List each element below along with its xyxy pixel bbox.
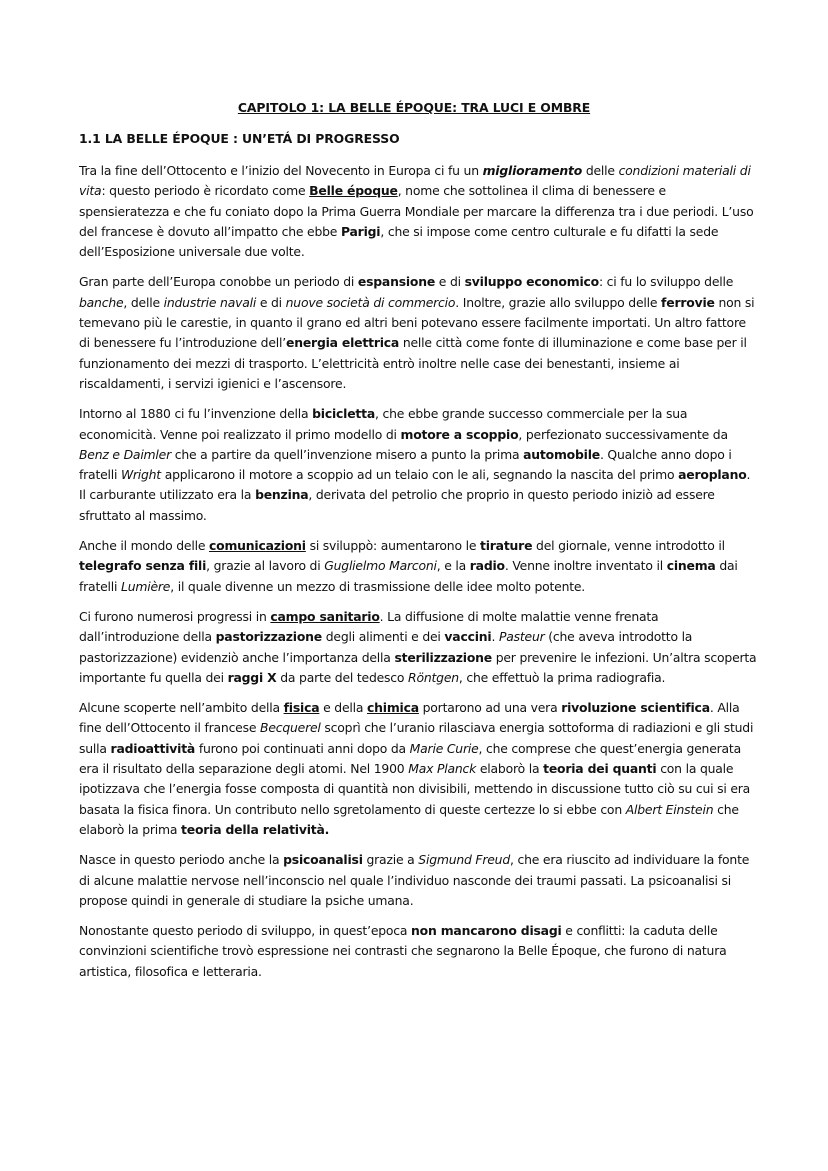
emphasized-text: teoria dei quanti	[543, 761, 657, 777]
chapter-title: CAPITOLO 1: LA BELLE ÉPOQUE: TRA LUCI E OMBRE	[237, 100, 591, 115]
emphasized-text: Parigi	[340, 223, 381, 239]
text-run: : ci fu lo sviluppo delle	[598, 274, 734, 290]
text-run: . Alla fine dell’Ottocento il francese	[79, 700, 740, 736]
emphasized-text: teoria della relatività.	[181, 821, 330, 837]
emphasized-text: Belle époque	[309, 183, 398, 199]
paragraph	[79, 698, 759, 840]
text-run: delle	[582, 163, 619, 178]
emphasized-text: ferrovie	[661, 294, 715, 310]
emphasized-text: psicoanalisi	[283, 852, 363, 868]
text-run: applicarono il motore a scoppio ad un telaio con le ali, segnando la nascita del primo	[160, 467, 679, 483]
text-run: .	[491, 629, 499, 645]
emphasized-text: raggi X	[227, 669, 277, 685]
emphasized-text: nuove società di commercio	[285, 294, 456, 310]
text-run: portarono ad una vera	[418, 700, 562, 716]
emphasized-text: Albert Einstein	[625, 801, 714, 817]
text-run: e conflitti: la caduta delle convinzioni scientifiche trovò espressione nei contrasti che segnarono la Belle Époque, che furono di natura artistica, filosofica e letteraria.	[79, 923, 727, 979]
text-run: scoprì che l’uranio rilasciava energia sottoforma di radiazioni e gli studi sulla	[79, 720, 754, 756]
emphasized-text: fisica	[283, 700, 320, 716]
text-run: furono poi continuati anni dopo da	[195, 740, 410, 756]
emphasized-text: chimica	[367, 700, 419, 716]
text-run: . Inoltre, grazie allo sviluppo delle	[455, 294, 662, 310]
text-run: , il quale divenne un mezzo di trasmissione delle idee molto potente.	[170, 578, 586, 594]
text-run: : questo periodo è ricordato come	[101, 183, 310, 199]
emphasized-text: Lumière	[121, 578, 171, 594]
text-run: , che si impose come centro culturale e fu difatti la sede dell’Esposizione universale due volte.	[79, 223, 719, 260]
emphasized-text: bicicletta	[312, 406, 376, 422]
text-run: nelle città come fonte di illuminazione e come base per il funzionamento dei mezzi di trasporto. L’elettricità entrò inoltre nelle case dei benestanti, insieme ai riscaldamenti, i servizi igienici e l’ascensore.	[79, 335, 747, 391]
text-run: Tra la fine dell’Ottocento e l’inizio del Novecento in Europa ci fu un	[79, 163, 483, 178]
emphasized-text: energia elettrica	[286, 335, 400, 351]
emphasized-text: Marie Curie	[409, 740, 479, 756]
text-run: , derivata del petrolio che proprio in questo periodo iniziò ad essere sfruttato al massimo.	[79, 487, 715, 523]
text-run: Anche il mondo delle	[79, 538, 210, 554]
emphasized-text: Wright	[121, 467, 161, 483]
text-run: grazie a	[362, 852, 419, 868]
text-run: , che effettuò la prima radiografia.	[458, 669, 666, 685]
emphasized-text: tirature	[479, 538, 533, 554]
text-run: , grazie al lavoro di	[206, 558, 325, 574]
paragraph	[79, 607, 759, 688]
emphasized-text: telegrafo senza fili	[79, 558, 207, 574]
text-run: , che comprese che quest’energia generata era il risultato della separazione degli atomi. Nel 1900	[79, 740, 741, 777]
emphasized-text: sterilizzazione	[394, 649, 492, 665]
emphasized-text: Benz e Daimler	[79, 446, 171, 462]
text-run: Ci furono numerosi progressi in	[79, 608, 271, 624]
paragraph	[79, 404, 759, 526]
emphasized-text: radio	[469, 558, 505, 574]
emphasized-text: campo sanitario	[270, 608, 380, 624]
emphasized-text: espansione	[357, 274, 436, 290]
text-run: non si temevano più le carestie, in quanto il grano ed altri beni potevano essere facilmente importati. Un altro fattore di benessere fu l’introduzione dell’	[79, 294, 755, 351]
text-run: Nasce in questo periodo anche la	[79, 852, 284, 868]
emphasized-text: Röntgen	[408, 669, 459, 685]
emphasized-text: automobile	[523, 446, 600, 462]
text-run: . Venne inoltre inventato il	[504, 558, 667, 574]
text-run: da parte del tedesco	[276, 669, 409, 685]
emphasized-text: Max Planck	[408, 761, 477, 777]
emphasized-text: sviluppo economico	[464, 274, 599, 290]
text-run: si sviluppò: aumentarono le	[305, 538, 480, 554]
paragraph	[79, 272, 759, 394]
text-run: del giornale, venne introdotto il	[532, 538, 725, 554]
emphasized-text: radioattività	[110, 740, 196, 756]
emphasized-text: Sigmund Freud	[418, 852, 510, 868]
emphasized-text: Guglielmo Marconi	[324, 558, 437, 574]
text-run: , che era riuscito ad individuare la fonte di alcune malattie nervose nell’inconscio nel quale l’individuo nasconde dei traumi passati. La psicoanalisi si propose quindi in generale di studiare la psiche umana.	[79, 852, 750, 908]
body-text	[79, 161, 759, 992]
text-run: Alcune scoperte nell’ambito della	[79, 700, 284, 716]
text-run: che a partire da quell’invenzione misero a punto la prima	[171, 446, 524, 462]
text-run: (che aveva introdotto la pastorizzazione) evidenziò anche l’importanza della	[79, 629, 693, 665]
text-run: e della	[319, 700, 367, 716]
text-run: . Il carburante utilizzato era la	[79, 467, 751, 503]
text-run: che elaborò la prima	[79, 801, 739, 837]
paragraph	[79, 536, 759, 597]
section-title: 1.1 LA BELLE ÉPOQUE : UN’ETÁ DI PROGRESSO	[79, 131, 400, 146]
emphasized-text: condizioni materiali di vita	[79, 163, 751, 199]
emphasized-text: Becquerel	[260, 720, 321, 736]
text-run: , delle	[123, 294, 164, 310]
emphasized-text: motore a scoppio	[400, 426, 519, 442]
text-run: . La diffusione di molte malattie venne frenata dall’introduzione della	[79, 608, 659, 645]
text-run: , che ebbe grande successo commerciale per la sua economicità. Venne poi realizzato il primo modello di	[79, 406, 688, 442]
paragraph	[79, 161, 759, 262]
emphasized-text: cinema	[666, 558, 716, 574]
paragraph	[79, 850, 759, 911]
text-run: per prevenire le infezioni. Un’altra scoperta importante fu quella dei	[79, 649, 757, 685]
emphasized-text: non mancarono disagi	[411, 923, 562, 939]
text-run: e di	[435, 274, 465, 290]
emphasized-text: industrie navali	[163, 294, 257, 310]
text-run: , nome che sottolinea il clima di benessere e spensieratezza e che fu coniato dopo la Prima Guerra Mondiale per marcare la differenza tra i due periodi. L’uso del francese è dovuto all’impatto che ebbe	[79, 183, 754, 239]
emphasized-text: comunicazioni	[209, 538, 306, 554]
text-run: , e la	[436, 558, 470, 574]
text-run: dai fratelli	[79, 558, 738, 594]
emphasized-text: benzina	[255, 487, 309, 503]
emphasized-text: rivoluzione scientifica	[561, 700, 710, 716]
paragraph	[79, 921, 759, 982]
text-run: con la quale ipotizzava che l’energia fosse composta di quantità non divisibili, mettendo in discussione tutto ciò su cui si era basata la fisica finora. Un contributo nello sgretolamento di queste certezze lo si ebbe con	[79, 761, 751, 817]
emphasized-text: banche	[79, 294, 124, 310]
emphasized-text: miglioramento	[482, 163, 583, 178]
emphasized-text: vaccini	[444, 629, 492, 645]
text-run: e di	[256, 294, 286, 310]
text-run: Gran parte dell’Europa conobbe un periodo di	[79, 274, 358, 290]
text-run: degli alimenti e dei	[322, 629, 445, 645]
emphasized-text: pastorizzazione	[215, 629, 322, 645]
emphasized-text: Pasteur	[498, 629, 545, 645]
text-run: , perfezionato successivamente da	[518, 426, 728, 442]
text-run: elaborò la	[476, 761, 544, 777]
text-run: . Qualche anno dopo i fratelli	[79, 446, 732, 483]
emphasized-text: aeroplano	[678, 467, 747, 483]
text-run: Intorno al 1880 ci fu l’invenzione della	[79, 406, 313, 422]
text-run: Nonostante questo periodo di sviluppo, in quest’epoca	[79, 923, 412, 939]
